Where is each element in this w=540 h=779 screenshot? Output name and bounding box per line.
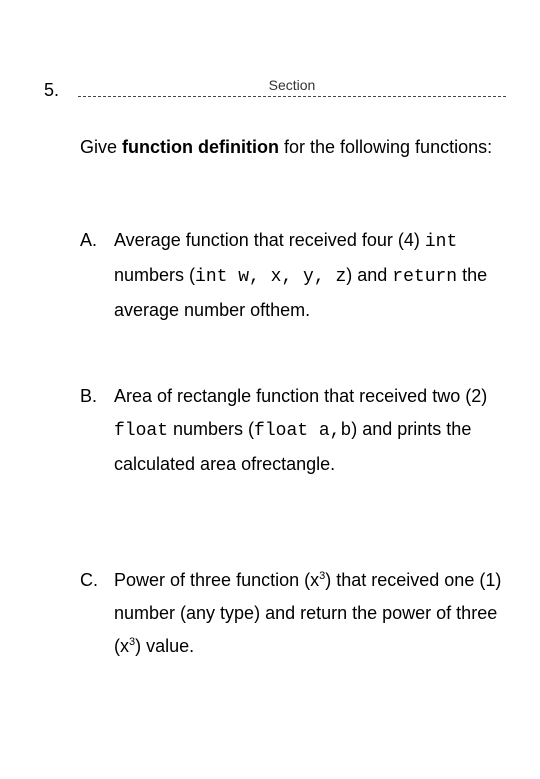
item-b-text-2: numbers ( bbox=[168, 419, 255, 439]
item-a-text-3: ) and bbox=[346, 265, 393, 285]
item-a-text-2: numbers ( bbox=[114, 265, 196, 285]
item-b-body bbox=[114, 380, 510, 481]
section-label: Section bbox=[268, 77, 316, 93]
item-c-letter: C. bbox=[80, 570, 98, 590]
item-a-code-1: int bbox=[424, 232, 458, 252]
item-b-letter: B. bbox=[80, 386, 98, 406]
item-b-code-1: float bbox=[114, 421, 169, 441]
item-c-body bbox=[114, 564, 510, 663]
item-b-text-1: Area of rectangle function that received two (2) bbox=[114, 386, 488, 406]
question-number: 5. bbox=[44, 80, 60, 100]
item-a bbox=[80, 224, 510, 327]
item-a-letter: A. bbox=[80, 230, 98, 250]
item-a-text-1: Average function that received four (4) bbox=[114, 230, 425, 250]
item-c-superscript-2: 3 bbox=[129, 636, 136, 648]
item-a-code-2: int w, x, y, z bbox=[195, 267, 347, 287]
instruction-suffix: for the following functions: bbox=[278, 137, 493, 157]
item-c-superscript-1: 3 bbox=[319, 570, 326, 582]
item-c-text-1: Power of three function (x bbox=[114, 570, 320, 590]
item-a-code-3: return bbox=[392, 267, 458, 287]
item-b-text-3: ) and prints the calculated area ofrectangle. bbox=[114, 419, 472, 474]
instruction-text bbox=[80, 136, 500, 158]
item-b-code-2: float a,b bbox=[254, 421, 352, 441]
item-a-text-4: the average number ofthem. bbox=[114, 265, 488, 320]
item-a-body bbox=[114, 224, 510, 327]
item-c-text-3: ) value. bbox=[135, 636, 195, 656]
item-c-text-2: ) that received one (1) number (any type) and return the power of three (x bbox=[114, 570, 502, 656]
instruction-bold: function definition bbox=[122, 137, 279, 157]
item-b bbox=[80, 380, 510, 481]
instruction-prefix: Give bbox=[80, 137, 123, 157]
item-c bbox=[80, 564, 510, 663]
section-line bbox=[78, 96, 506, 97]
